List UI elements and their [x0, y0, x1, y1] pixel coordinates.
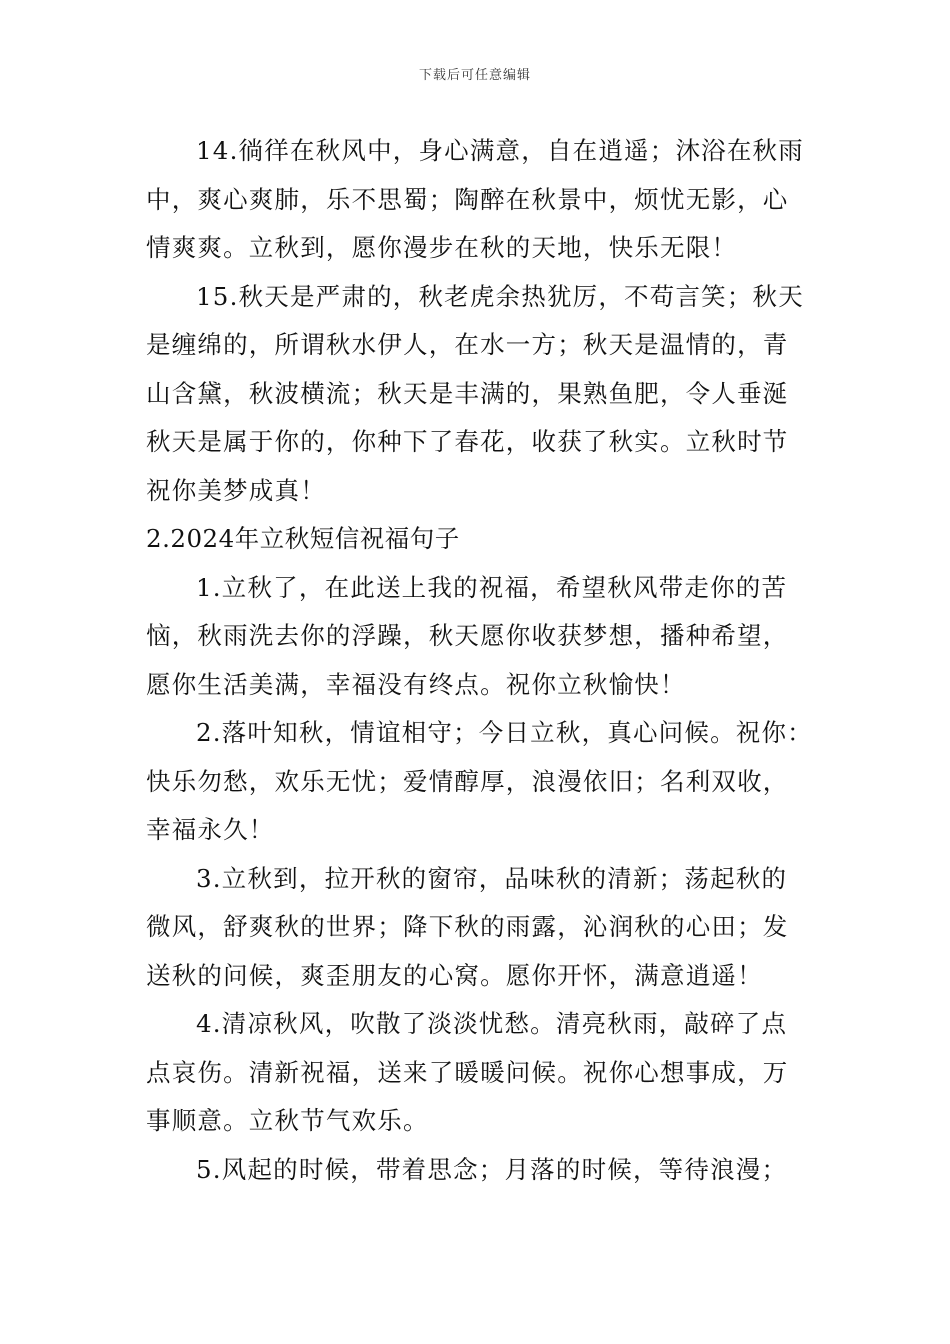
text-line: 山含黛，秋波横流；秋天是丰满的，果熟鱼肥，令人垂涎: [146, 378, 789, 408]
text-line: 恼，秋雨洗去你的浮躁，秋天愿你收获梦想，播种希望，: [146, 621, 789, 650]
text-line: 14.徜徉在秋风中，身心满意，自在逍遥；沐浴在秋雨: [196, 136, 804, 165]
text-line: 3.立秋到，拉开秋的窗帘，品味秋的清新；荡起秋的: [196, 863, 788, 893]
paragraph-15: [146, 273, 808, 516]
header-note: 下载后可任意编辑: [418, 68, 531, 83]
text-line: 15.秋天是严肃的，秋老虎余热犹厉，不苟言笑；秋天: [196, 281, 804, 311]
text-line: 快乐勿愁，欢乐无忧；爱情醇厚，浪漫依旧；名利双收，: [146, 766, 789, 796]
paragraph-2: [146, 709, 813, 855]
paragraph-4: [146, 1000, 808, 1146]
text-line: 是缠绵的，所谓秋水伊人，在水一方；秋天是温情的，青: [146, 330, 789, 359]
text-line: 秋天是属于你的，你种下了春花，收获了秋实。立秋时节: [146, 427, 789, 456]
text-line: 点哀伤。清新祝福，送来了暖暖问候。祝你心想事成，万: [146, 1057, 789, 1087]
paragraph-5: [146, 1146, 808, 1195]
text-line: 5.风起的时候，带着思念；月落的时候，等待浪漫；: [196, 1154, 788, 1184]
text-line: 送秋的问候，爽歪朋友的心窝。愿你开怀，满意逍遥！: [146, 960, 763, 990]
section-heading: 2.2024年立秋短信祝福句子: [146, 524, 460, 553]
text-line: 4.清凉秋风，吹散了淡淡忧愁。清亮秋雨，敲碎了点: [196, 1009, 788, 1038]
text-line: 1.立秋了，在此送上我的祝福，希望秋风带走你的苦: [196, 572, 788, 602]
text-line: 情爽爽。立秋到，愿你漫步在秋的天地，快乐无限！: [146, 233, 738, 262]
paragraph-14: [146, 127, 808, 273]
text-line: 2.落叶知秋，情谊相守；今日立秋，真心问候。祝你：: [196, 718, 813, 747]
paragraph-3: [146, 855, 808, 1001]
text-line: 愿你生活美满，幸福没有终点。祝你立秋愉快！: [146, 669, 686, 699]
text-line: 中，爽心爽肺，乐不思蜀；陶醉在秋景中，烦忧无影，心: [146, 184, 789, 214]
text-line: 祝你美梦成真！: [146, 475, 326, 505]
text-line: 微风，舒爽秋的世界；降下秋的雨露，沁润秋的心田；发: [146, 912, 789, 941]
text-line: 事顺意。立秋节气欢乐。: [146, 1106, 429, 1135]
document-body: [146, 127, 813, 1194]
text-line: 幸福永久！: [146, 815, 275, 844]
paragraph-1: [146, 564, 808, 710]
